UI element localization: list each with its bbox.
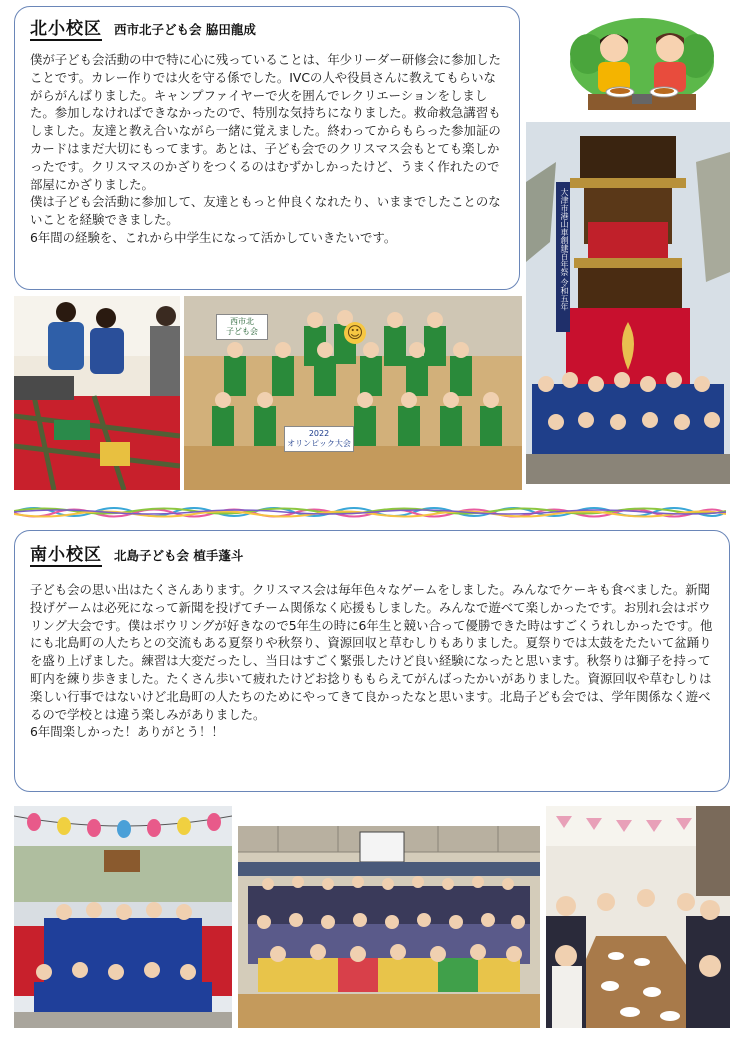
north-school-title: 北小校区 bbox=[30, 19, 102, 39]
south-essay bbox=[30, 581, 715, 741]
party-table-photo bbox=[546, 806, 730, 1028]
christmas-party-photo bbox=[14, 296, 180, 490]
north-paragraph-2: 僕は子ども会活動に参加して、友達ともっと仲良くなれたり、いままでしたことのないことを経験できました。 bbox=[30, 194, 501, 228]
gym-group-photo bbox=[238, 826, 540, 1028]
team-sign: 西市北 子ども会 bbox=[216, 314, 268, 340]
sports-tournament-photo bbox=[184, 296, 522, 490]
south-org-author: 北島子ども会 植手蓬斗 bbox=[114, 548, 244, 563]
north-section-box bbox=[14, 6, 520, 290]
north-org-author: 西市北子ども会 脇田龍成 bbox=[114, 22, 256, 37]
south-section-box bbox=[14, 530, 730, 792]
north-paragraph-3: 6年間の経験を、これから中学生になって活かしていきたいです。 bbox=[30, 229, 397, 245]
north-heading bbox=[30, 19, 505, 41]
south-school-title: 南小校区 bbox=[30, 545, 102, 565]
float-banner-text: 大津市港山車創建百年祭 令和五年 bbox=[560, 188, 569, 311]
summer-festival-photo bbox=[14, 806, 232, 1028]
wave-divider bbox=[14, 500, 726, 524]
south-paragraph-2: 6年間楽しかった！ありがとう！！ bbox=[30, 724, 224, 740]
curry-illustration bbox=[568, 14, 716, 114]
festival-float-photo bbox=[526, 122, 730, 484]
smiley-face-sticker: ☺ bbox=[344, 322, 366, 344]
south-heading bbox=[30, 545, 715, 567]
north-essay bbox=[30, 51, 505, 247]
south-paragraph-1: 子ども会の思い出はたくさんあります。クリスマス会は毎年色々なゲームをしました。みんなでケーキも食べました。新聞投げゲームは必死になって新聞を投げてチーム関係なく応援もしました。みんなで遊べて楽しかったです。お別れ会はボウリング大会です。僕はボウリングが好きなので5年生の時に6年生と競い合って優勝できた時はすごくうれしかったです。他にも北島町の人たちとの交流もある夏祭りや秋祭り、資源回収と草むしりもありました。夏祭りでは太鼓をたたいて盆踊りを盛り上げました。練習は大変だったし、当日はすごく緊張したけど良い経験になったと思います。秋祭りは獅子を持って町内を練り歩きました。たくさん歩いて疲れたけどお捻りももらえてがんばったかいがありました。資源回収や草むしりは楽しい行事ではないけど北島町の人たちのためにやってきて良かったなと思います。北島子ども会では、学年関係なく遊べるので学校とは違う楽しみがありました。 bbox=[30, 582, 713, 722]
north-paragraph-1: 僕が子ども会活動の中で特に心に残っていることは、年少リーダー研修会に参加したことです。カレー作りでは火を守る係でした。IVCの人や役員さんに教えてもらいながらがんばりました。キャンプファイヤーで火を囲んでレクリエーションをしました。参加しなければできなかったので、特別な気持ちになりました。救命救急講習もしました。友達と教え合いながら一緒に覚えました。終わってからもらった参加証のカードはまだ大切にもってます。あとは、子ども会でのクリスマス会もとても楽しかったです。クリスマスのかざりをつくるのはむずかしかったけど、うまく作れたので部屋にかざりました。 bbox=[30, 52, 501, 192]
tournament-sign: 2022 オリンピック大会 bbox=[284, 426, 354, 452]
